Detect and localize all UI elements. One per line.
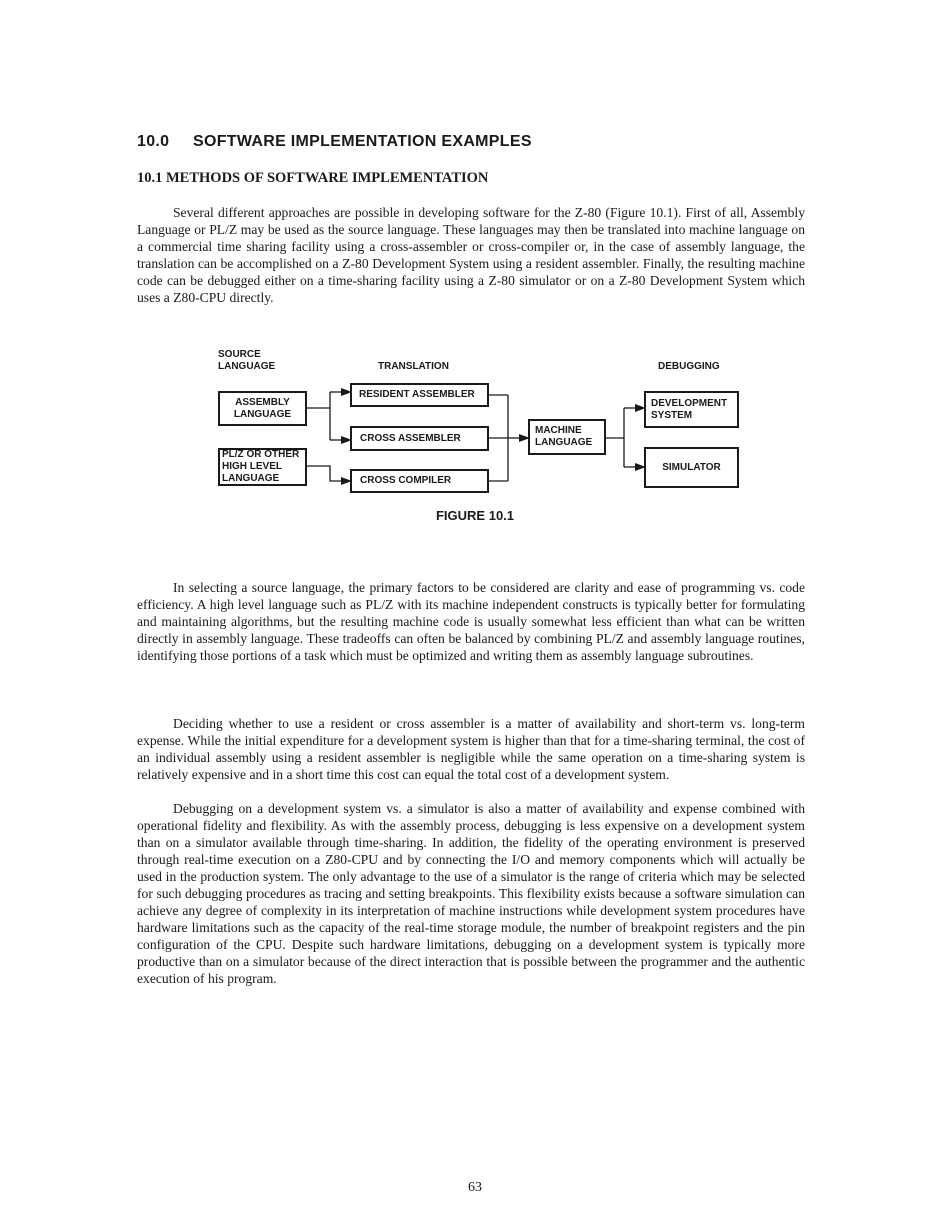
box-cross-assembler: CROSS ASSEMBLER: [350, 426, 489, 451]
column-header-source: SOURCE LANGUAGE: [218, 349, 276, 372]
box-development-system: DEVELOPMENT SYSTEM: [644, 391, 739, 428]
figure-caption: FIGURE 10.1: [435, 508, 515, 523]
paragraph-assembler-choice: Deciding whether to use a resident or cross assembler is a matter of availability and short-term vs. long-term expense. While the initial expenditure for a development system is higher than that for a time-sharing terminal, the cost of an individual assembly using a resident assembler is negligible while the same operation on a time-sharing system is relatively expensive and in a short time this cost can equal the total cost of a development system.: [137, 716, 805, 782]
column-header-debugging: DEBUGGING: [658, 361, 720, 372]
box-resident-assembler: RESIDENT ASSEMBLER: [350, 383, 489, 407]
column-header-translation: TRANSLATION: [378, 361, 449, 372]
box-simulator: SIMULATOR: [644, 447, 739, 488]
paragraph-source-language: In selecting a source language, the primary factors to be considered are clarity and ease of programming vs. code efficiency. A high level language such as PL/Z with its machine independent constructs is typically better for formulating and maintaining algorithms, but the resulting machine code is usually somewhat less efficient than what can be written directly in assembly language. These tradeoffs can often be balanced by combining PL/Z and assembly language routines, identifying those portions of a task which must be optimized and writing them as assembly language subroutines.: [137, 580, 805, 663]
section-number: 10.0: [137, 133, 170, 150]
figure-10-1-diagram: [210, 340, 750, 510]
box-cross-compiler: CROSS COMPILER: [350, 469, 489, 493]
box-assembly-language: ASSEMBLY LANGUAGE: [218, 391, 307, 426]
subsection-heading: 10.1 METHODS OF SOFTWARE IMPLEMENTATION: [137, 170, 489, 186]
box-plz-language: PL/Z OR OTHER HIGH LEVEL LANGUAGE: [218, 448, 307, 486]
section-title: SOFTWARE IMPLEMENTATION EXAMPLES: [193, 133, 532, 150]
box-machine-language: MACHINE LANGUAGE: [528, 419, 606, 455]
paragraph-intro: Several different approaches are possible in developing software for the Z-80 (Figure 10.1). First of all, Assembly Language or PL/Z may be used as the source language. These languages may then be translated into machine language on a commercial time sharing facility using a cross-assembler or cross-compiler or, in the case of assembly language, the translation can be accomplished on a Z-80 Development System using a resident assembler. Finally, the resulting machine code can be debugged either on a time-sharing facility using a Z-80 simulator or on a Z-80 Development System which uses a Z80-CPU directly.: [137, 205, 805, 305]
page-number: 63: [468, 1180, 482, 1195]
section-heading: [137, 133, 532, 151]
paragraph-debugging: Debugging on a development system vs. a simulator is also a matter of availability and expense combined with operational fidelity and flexibility. As with the assembly process, debugging is less expensive on a development system than on a simulator available through time-sharing. In addition, the fidelity of the operating environment is preserved through real-time execution on a Z80-CPU and by connecting the I/O and memory components which will actually be used in the production system. The only advantage to the use of a simulator is the range of criteria which may be selected for such debugging procedures as tracing and setting breakpoints. This flexibility exists because a software simulation can achieve any degree of complexity in its interpretation of machine instructions while development system procedures have hardware limitations such as the capacity of the real-time storage module, the number of breakpoint registers and the pin configuration of the CPU. Despite such hardware limitations, debugging on a development system is typically more productive than on a simulator because of the direct interaction that is possible between the programmer and the authentic execution of his program.: [137, 801, 805, 986]
